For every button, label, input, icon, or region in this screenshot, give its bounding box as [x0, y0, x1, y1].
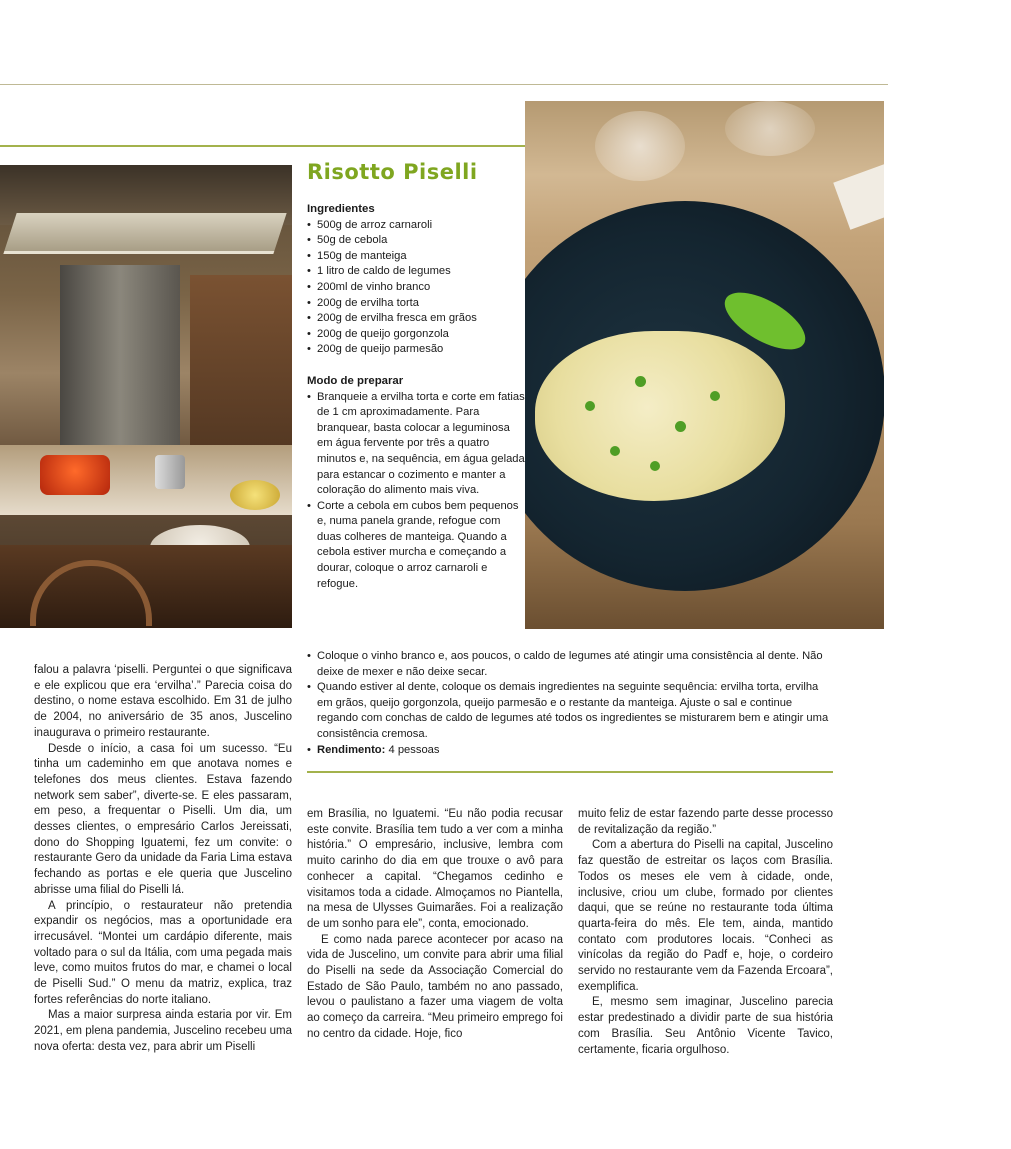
method-step: • Corte a cebola em cubos bem pequenos e, numa panela grande, refogue com duas colheres de manteiga. Quando a cebola estiver murcha e começando a dourar, coloque o arroz carnaroli e refogue.: [307, 499, 525, 593]
ingredient-item: • 200g de queijo gorgonzola: [307, 327, 525, 343]
ingredient-item: • 500g de arroz carnaroli: [307, 218, 525, 234]
ingredients-heading: Ingredientes: [307, 203, 375, 215]
article-paragraph: E como nada parece acontecer por acaso na vida de Juscelino, um convite para abrir uma filial do Piselli na sede da Associação Comercial do Estado de São Paulo, também no ano passado, levou o paulistano a fazer uma viagem de volta ao começo da carreira. “Meu primeiro emprego foi no centro da cidade. Hoje, fico: [307, 933, 563, 1040]
article-paragraph: muito feliz de estar fazendo parte desse processo de revitalização da região.”: [578, 808, 833, 836]
recipe-end-rule: [307, 771, 833, 773]
ingredient-item: • 1 litro de caldo de legumes: [307, 264, 525, 280]
ingredient-item: • 200g de ervilha torta: [307, 296, 525, 312]
top-rule: [0, 84, 888, 85]
method-steps-wide: [307, 649, 835, 758]
method-step: • Coloque o vinho branco e, aos poucos, o caldo de legumes até atingir uma consistência al dente. Não deixe de mexer e não deixe secar.: [307, 649, 835, 680]
ingredients-list: [307, 218, 525, 358]
article-paragraph: falou a palavra ‘piselli. Perguntei o que significava e ele explicou que era ‘ervilha’.” Parecia coisa do destino, o nome estava escolhido. Em 31 de julho de 2004, no aniversário de 35 anos, Juscelino inaugurava o primeiro restaurante.: [34, 664, 292, 739]
article-paragraph: em Brasília, no Iguatemi. “Eu não podia recusar este convite. Brasília tem tudo a ver com a minha história.” O empresário, inclusive, lembra com muito carinho do dia em que trouxe o avô para conhecer a capital. “Chegamos cedinho e visitamos toda a cidade. Almoçamos no Piantella, na mesa de Ulysses Guimarães. Foi a realização de um sonho para ele”, conta, emocionado.: [307, 808, 563, 930]
recipe-yield: [307, 743, 835, 759]
article-paragraph: Com a abertura do Piselli na capital, Juscelino faz questão de estreitar os laços com Brasília. Todos os meses ele vem à cidade, onde, inclusive, criou um clube, formado por clientes daqui, que se reúne no restaurante toda última quarta-feira do mês. Ele tem, ainda, mantido contato com produtores locais. “Conheci as vinícolas da região do Padf e, hoje, o cordeiro servido no restaurante vem da Fazenda Ercoara”, exemplifica.: [578, 839, 833, 993]
kitchen-photo: [0, 165, 292, 628]
method-steps-narrow: [307, 390, 525, 593]
section-rule: [0, 145, 525, 147]
article-column-3: [578, 807, 833, 1058]
article-column-2: [307, 807, 563, 1043]
ingredient-item: • 200g de ervilha fresca em grãos: [307, 311, 525, 327]
article-column-1: [34, 663, 292, 1056]
article-paragraph: Desde o início, a casa foi um sucesso. “Eu tinha um cademinho em que anotava nomes e telefones dos meus clientes. Estava fazendo network sem saber”, diverte-se. E eles passaram, em peso, a frequentar o Piselli. Um dia, um desses clientes, o empresário Carlos Jereissati, dono do Shopping Iguatemi, fez um convite: o restaurante Gero da unidade da Faria Lima estava fechando as portas e ele queria que Juscelino abrisse uma filial do Piselli lá.: [34, 742, 292, 896]
ingredient-item: • 200ml de vinho branco: [307, 280, 525, 296]
article-paragraph: Mas a maior surpresa ainda estaria por vir. Em 2021, em plena pandemia, Juscelino recebeu uma nova oferta: desta vez, para abrir um Piselli: [34, 1009, 292, 1053]
ingredient-item: • 50g de cebola: [307, 233, 525, 249]
yield-label: Rendimento:: [317, 743, 386, 756]
method-step: • Quando estiver al dente, coloque os demais ingredientes na seguinte sequência: ervilha torta, ervilha em grãos, queijo gorgonzola, queijo parmesão e o restante da manteiga. Ajuste o sal e continue regando com conchas de caldo de legumes até todos os ingredientes se misturarem bem e atingir uma consistência cremosa.: [307, 680, 835, 742]
ingredient-item: • 200g de queijo parmesão: [307, 342, 525, 358]
yield-value: 4 pessoas: [385, 743, 440, 756]
article-paragraph: A princípio, o restaurateur não pretendia expandir os negócios, mas a oportunidade era irrecusável. “Montei um cardápio diferente, mais voltado para o sul da Itália, com uma pegada mais leve, como muitos frutos do mar, e chamei o local de Piselli Sud.” O menu da matriz, explica, traz fortes referências do norte italiano.: [34, 899, 292, 1006]
method-heading: Modo de preparar: [307, 374, 404, 387]
recipe-ingredients-and-method: [307, 202, 525, 592]
ingredient-item: • 150g de manteiga: [307, 249, 525, 265]
recipe-title: Risotto Piselli: [307, 160, 478, 184]
article-paragraph: E, mesmo sem imaginar, Juscelino parecia estar predestinado a dividir parte de sua história com Brasília. Seu Antônio Vicente Tavico, certamente, ficaria orgulhoso.: [578, 996, 833, 1056]
method-step: • Branqueie a ervilha torta e corte em fatias de 1 cm aproximadamente. Para branquear, basta colocar a leguminosa em água fervente por três a quatro minutos e, na sequência, em água gelada para estancar o cozimento e manter a coloração do alimento mais viva.: [307, 390, 525, 499]
risotto-photo: [525, 101, 884, 629]
